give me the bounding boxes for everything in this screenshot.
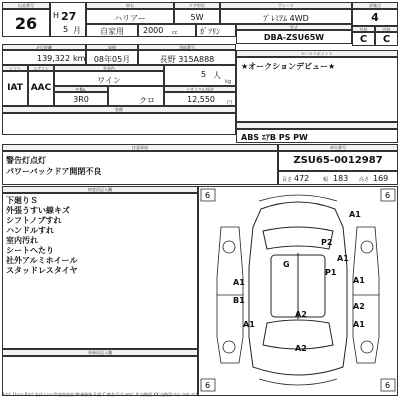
interior-grade: C bbox=[382, 34, 391, 45]
usage-cell bbox=[86, 24, 138, 37]
lot-number-label: 出品番号 bbox=[2, 2, 50, 9]
fuel-cell bbox=[196, 24, 236, 37]
model-code: DBA-ZSU65W bbox=[263, 33, 325, 42]
damage-mark: A1 bbox=[243, 320, 255, 329]
era: H bbox=[53, 11, 60, 20]
shift: IAT bbox=[7, 83, 23, 93]
damage-diagram-cell bbox=[198, 186, 398, 396]
chassis-number: ZSU65-0012987 bbox=[293, 155, 383, 166]
panel-number: 6 bbox=[205, 381, 211, 390]
inspector-line: 社外アルミホイール bbox=[6, 256, 78, 265]
note-line: 警告灯点灯 bbox=[6, 156, 46, 165]
capacity-cell bbox=[164, 65, 236, 86]
length: 472 bbox=[294, 174, 310, 183]
color-no: 3R0 bbox=[73, 95, 89, 104]
damage-mark: A1 bbox=[353, 276, 365, 285]
displacement-cell bbox=[138, 24, 196, 37]
color-no-cell bbox=[54, 92, 108, 106]
month-unit: 月 bbox=[73, 26, 81, 35]
damage-mark: P1 bbox=[325, 268, 337, 277]
report-cell bbox=[2, 356, 198, 396]
month: 5 bbox=[63, 25, 69, 34]
exterior-cell bbox=[352, 32, 375, 46]
exterior-grade: C bbox=[359, 34, 368, 45]
recycle-cell bbox=[164, 92, 236, 106]
interior-color: クロ bbox=[139, 96, 155, 105]
lot-number-cell bbox=[2, 9, 50, 37]
damage-mark: B1 bbox=[233, 296, 245, 305]
damage-mark: G bbox=[283, 260, 290, 269]
recycle-unit: 円 bbox=[227, 100, 233, 106]
damage-mark: A2 bbox=[295, 310, 307, 319]
dimensions-cell bbox=[278, 171, 398, 185]
damage-mark: A1 bbox=[233, 278, 245, 287]
note-line: パワーバックドア開閉不良 bbox=[6, 167, 102, 176]
mileage-label: 走行距離 bbox=[2, 44, 86, 50]
car-name-label: 車名 bbox=[86, 2, 174, 9]
panel-number: 6 bbox=[385, 381, 391, 390]
legend-text: A:ｷｽﾞ U:ﾍｺﾐ B:ｷｽﾞを伴うﾍｺﾐ P:塗装塗装 W:補修跡 S:錆 C:腐食 G:ｶﾞﾗｽｷｽﾞ X:交換要 XX:交換済 ①小 ②中 ③大 bbox=[2, 392, 199, 397]
exterior-label: 外装 bbox=[352, 26, 375, 32]
grade: ﾌﾟﾚﾐｱﾑ 4WD bbox=[263, 14, 309, 23]
inspector-cell bbox=[2, 193, 198, 349]
inspector-line: スタッドレスタイヤ bbox=[6, 266, 78, 275]
color-cell bbox=[54, 71, 164, 86]
notes-cell bbox=[2, 151, 278, 185]
model-label: 型式 bbox=[236, 24, 352, 30]
inspection-cell bbox=[86, 50, 138, 65]
car-name: ハリアー bbox=[114, 14, 146, 23]
length-label: 長さ bbox=[282, 177, 293, 183]
width-label: 幅 bbox=[323, 177, 329, 183]
interior-cell bbox=[375, 32, 398, 46]
plate-label: 登録番号 bbox=[138, 44, 236, 50]
color: ワイン bbox=[97, 76, 121, 85]
inspector-line: ハンドルすれ bbox=[6, 226, 54, 235]
chassis-cell bbox=[278, 151, 398, 171]
damage-mark: A1 bbox=[349, 210, 361, 219]
cc-unit: cc bbox=[172, 30, 178, 36]
notes-label: 注意事項 bbox=[2, 144, 278, 151]
mileage: 139,322 bbox=[37, 54, 71, 63]
sales-cell bbox=[236, 57, 398, 122]
inspector-line: シートへたり bbox=[6, 246, 54, 255]
inspection-date: 08年05月 bbox=[93, 55, 131, 64]
score: 4 bbox=[371, 11, 379, 24]
car-name-cell bbox=[86, 9, 174, 24]
recycle-label: リサイクル料金 bbox=[164, 86, 236, 92]
capacity-unit: 人 bbox=[213, 71, 221, 80]
interior-label: 内装 bbox=[375, 26, 398, 32]
panel-number: 6 bbox=[385, 191, 391, 200]
equipment-cell bbox=[236, 129, 398, 143]
equipment-list: ABS ｴｱB PS PW bbox=[241, 133, 308, 142]
mileage-cell bbox=[2, 50, 86, 65]
model-cell bbox=[236, 30, 352, 44]
usage: 自家用 bbox=[100, 27, 124, 36]
inspector-label: 検査員記入欄 bbox=[2, 186, 198, 193]
sales-label: セールスポイント bbox=[236, 50, 398, 57]
panel-number: 6 bbox=[205, 191, 211, 200]
month-area bbox=[50, 24, 86, 37]
inspection-label: 車検 bbox=[86, 44, 138, 50]
door-label: ドア形状 bbox=[174, 2, 220, 9]
width: 183 bbox=[333, 174, 349, 183]
shift-label: シフト bbox=[2, 65, 28, 71]
damage-mark: A1 bbox=[353, 320, 365, 329]
ac: AAC bbox=[30, 83, 52, 93]
damage-mark: A2 bbox=[353, 302, 365, 311]
door-type: 5W bbox=[190, 13, 204, 22]
lot-number: 26 bbox=[14, 14, 38, 33]
grade-label: グレード bbox=[220, 2, 352, 9]
displacement: 2000 bbox=[143, 26, 164, 35]
chassis-label: 車台番号 bbox=[278, 144, 398, 151]
fuel: ｶﾞｿﾘﾝ bbox=[200, 27, 220, 36]
capacity: 5 bbox=[201, 70, 207, 79]
grade-cell bbox=[220, 9, 352, 24]
door-cell bbox=[174, 9, 220, 24]
score-label: 評価点 bbox=[352, 2, 398, 9]
shift-cell bbox=[2, 71, 28, 106]
color-no-label: 色No. bbox=[54, 86, 108, 92]
recycle-fee: 12,550 bbox=[187, 95, 215, 104]
plate-cell bbox=[138, 50, 236, 65]
damage-mark: A2 bbox=[295, 344, 307, 353]
damage-mark: P2 bbox=[321, 238, 333, 247]
inspector-line: 下廻りＳ bbox=[6, 196, 38, 205]
damage-mark: A1 bbox=[337, 254, 349, 263]
score-cell bbox=[352, 9, 398, 26]
model-year: 27 bbox=[61, 10, 77, 23]
km-unit: km bbox=[73, 54, 86, 63]
height-label: 高さ bbox=[359, 177, 370, 183]
color-label: 外装色 bbox=[54, 65, 164, 71]
sales-point: ★オークションデビュー★ bbox=[241, 62, 336, 71]
report-label: 事務局記入欄 bbox=[2, 349, 198, 356]
height: 169 bbox=[373, 174, 389, 183]
inspector-line: 室内汚れ bbox=[6, 236, 38, 245]
equipment-label: 装備 bbox=[2, 106, 236, 113]
plate-number: 長野 315A888 bbox=[159, 55, 215, 64]
interior-color-cell bbox=[108, 86, 164, 106]
inspector-line: シフトノブすれ bbox=[6, 216, 62, 225]
ac-label: エアコン bbox=[28, 65, 54, 71]
equipment-left-cell bbox=[2, 113, 236, 135]
equipment-right-label bbox=[236, 122, 398, 129]
load-unit: kg bbox=[225, 79, 232, 85]
ac-cell bbox=[28, 71, 54, 106]
inspector-line: 外張うすい線キズ bbox=[6, 206, 70, 215]
car-damage-diagram bbox=[199, 187, 397, 395]
